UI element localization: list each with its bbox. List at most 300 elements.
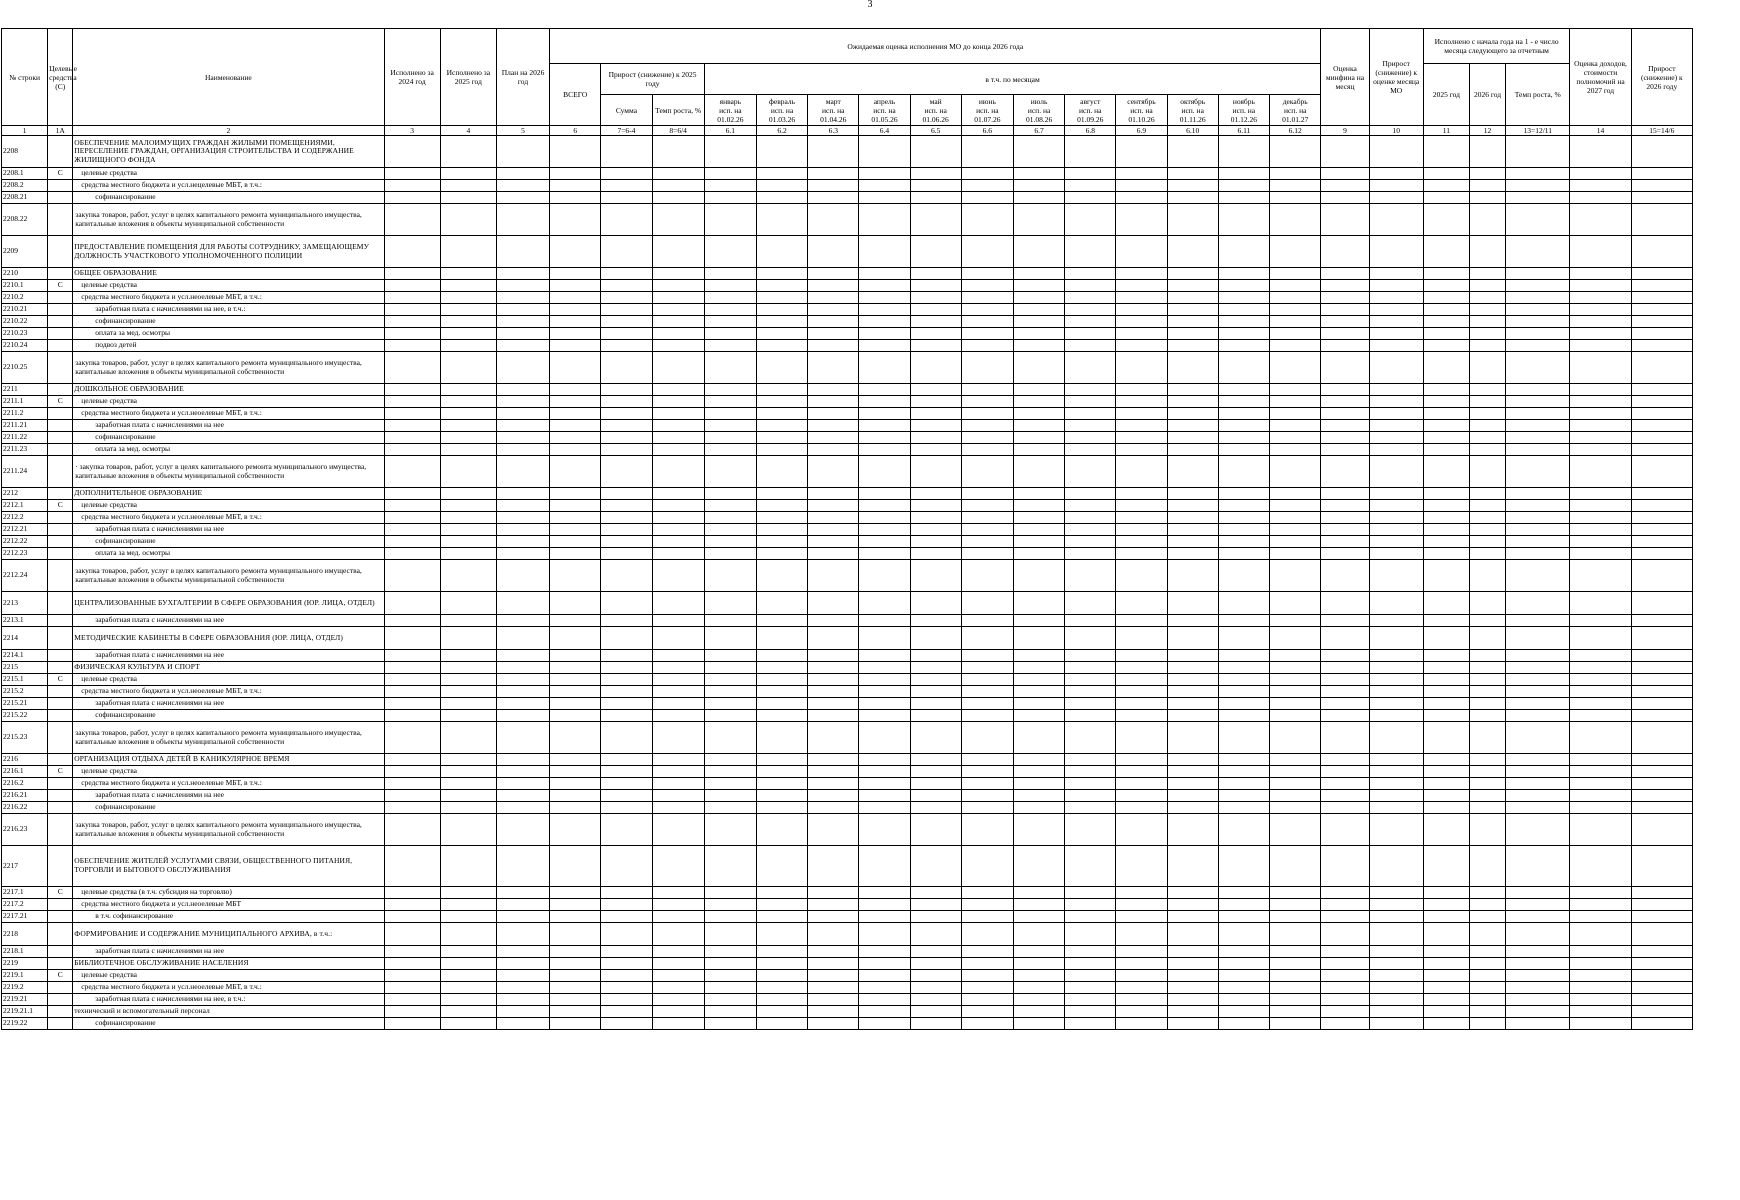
row-name: целевые средства	[73, 970, 384, 982]
value-cell	[440, 923, 496, 946]
value-cell	[550, 650, 601, 662]
value-cell	[961, 710, 1013, 722]
value-cell	[1269, 456, 1320, 488]
row-source-flag	[48, 316, 73, 328]
row-source-flag	[48, 384, 73, 396]
value-cell	[1321, 408, 1369, 420]
row-source-flag	[48, 627, 73, 650]
value-cell	[1321, 536, 1369, 548]
value-cell	[496, 192, 549, 204]
value-cell	[961, 686, 1013, 698]
table-row	[2, 316, 1693, 328]
header-ytd-group: Исполнено с начала года на 1 - е число месяца следующего за отчетным	[1423, 29, 1570, 64]
value-cell	[601, 180, 652, 192]
value-cell	[1116, 710, 1167, 722]
value-cell	[704, 292, 756, 304]
row-name: средства местного бюджета и усл.неоелевые МБТ, в т.ч.:	[73, 778, 384, 790]
row-name: закупка товаров, работ, услуг в целях капитального ремонта муниципального имущества, капитальные вложения в объекты муниципальной собственности	[73, 722, 384, 754]
value-cell	[1369, 970, 1423, 982]
value-cell	[1065, 456, 1116, 488]
value-cell	[961, 946, 1013, 958]
value-cell	[961, 456, 1013, 488]
value-cell	[1065, 946, 1116, 958]
header-target-funds: Целевые средства (С)	[48, 29, 73, 126]
table-row	[2, 560, 1693, 592]
value-cell	[808, 1006, 859, 1018]
value-cell	[440, 722, 496, 754]
header-minfin-estimate: Оценка минфина на месяц	[1321, 29, 1369, 126]
value-cell	[1218, 292, 1269, 304]
row-name: целевые средства	[73, 500, 384, 512]
value-cell	[961, 790, 1013, 802]
value-cell	[1369, 488, 1423, 500]
value-cell	[1116, 627, 1167, 650]
value-cell	[550, 802, 601, 814]
value-cell	[808, 352, 859, 384]
row-name: МЕТОДИЧЕСКИЕ КАБИНЕТЫ В СФЕРЕ ОБРАЗОВАНИЯ (ЮР. ЛИЦА, ОТДЕЛ)	[73, 627, 384, 650]
value-cell	[859, 970, 910, 982]
value-cell	[601, 560, 652, 592]
value-cell	[1116, 352, 1167, 384]
value-cell	[859, 766, 910, 778]
value-cell	[384, 136, 440, 168]
value-cell	[1321, 204, 1369, 236]
value-cell	[1469, 982, 1505, 994]
table-row	[2, 268, 1693, 280]
value-cell	[601, 432, 652, 444]
value-cell	[859, 352, 910, 384]
value-cell	[1116, 292, 1167, 304]
value-cell	[1631, 946, 1692, 958]
row-name: оплата за мед. осмотры	[73, 444, 384, 456]
value-cell	[1167, 778, 1218, 790]
value-cell	[1469, 328, 1505, 340]
value-cell	[1269, 548, 1320, 560]
value-cell	[1369, 754, 1423, 766]
value-cell	[1218, 500, 1269, 512]
row-name: целевые средства	[73, 280, 384, 292]
value-cell	[859, 778, 910, 790]
value-cell	[384, 790, 440, 802]
value-cell	[961, 754, 1013, 766]
value-cell	[384, 304, 440, 316]
value-cell	[601, 192, 652, 204]
value-cell	[1065, 846, 1116, 887]
value-cell	[1116, 204, 1167, 236]
value-cell	[1423, 766, 1469, 778]
value-cell	[961, 627, 1013, 650]
value-cell	[704, 204, 756, 236]
row-source-flag	[48, 352, 73, 384]
row-code: 2211.1	[2, 396, 48, 408]
value-cell	[550, 982, 601, 994]
value-cell	[384, 722, 440, 754]
value-cell	[1167, 592, 1218, 615]
value-cell	[859, 911, 910, 923]
value-cell	[1506, 592, 1570, 615]
value-cell	[1065, 316, 1116, 328]
value-cell	[1116, 923, 1167, 946]
row-name: заработная плата с начислениями на нее	[73, 420, 384, 432]
value-cell	[1570, 384, 1631, 396]
row-source-flag	[48, 524, 73, 536]
value-cell	[1013, 814, 1064, 846]
value-cell	[1218, 958, 1269, 970]
value-cell	[1013, 982, 1064, 994]
row-name: софинансирование	[73, 192, 384, 204]
value-cell	[1269, 662, 1320, 674]
value-cell	[1506, 352, 1570, 384]
row-name: софинансирование	[73, 802, 384, 814]
value-cell	[440, 192, 496, 204]
value-cell	[1065, 408, 1116, 420]
header-row-no: № строки	[2, 29, 48, 126]
value-cell	[1167, 328, 1218, 340]
value-cell	[1116, 911, 1167, 923]
value-cell	[1065, 340, 1116, 352]
value-cell	[652, 204, 704, 236]
value-cell	[859, 698, 910, 710]
value-cell	[1167, 292, 1218, 304]
value-cell	[550, 946, 601, 958]
value-cell	[652, 280, 704, 292]
value-cell	[550, 524, 601, 536]
value-cell	[704, 1006, 756, 1018]
value-cell	[652, 674, 704, 686]
value-cell	[808, 192, 859, 204]
value-cell	[704, 911, 756, 923]
value-cell	[601, 662, 652, 674]
value-cell	[961, 500, 1013, 512]
table-row	[2, 958, 1693, 970]
value-cell	[1167, 802, 1218, 814]
value-cell	[1065, 500, 1116, 512]
value-cell	[1218, 444, 1269, 456]
value-cell	[1116, 802, 1167, 814]
value-cell	[961, 722, 1013, 754]
value-cell	[550, 722, 601, 754]
value-cell	[961, 994, 1013, 1006]
column-number: 3	[384, 126, 440, 136]
value-cell	[1116, 456, 1167, 488]
value-cell	[1631, 408, 1692, 420]
value-cell	[1269, 686, 1320, 698]
value-cell	[1013, 512, 1064, 524]
month-name: сентябрь	[1127, 96, 1156, 106]
value-cell	[704, 923, 756, 946]
value-cell	[1321, 524, 1369, 536]
value-cell	[550, 316, 601, 328]
value-cell	[1116, 236, 1167, 268]
value-cell	[1013, 456, 1064, 488]
value-cell	[1269, 722, 1320, 754]
value-cell	[1469, 236, 1505, 268]
value-cell	[910, 710, 961, 722]
value-cell	[550, 766, 601, 778]
row-name: ЦЕНТРАЛИЗОВАННЫЕ БУХГАЛТЕРИИ В СФЕРЕ ОБРАЗОВАНИЯ (ЮР. ЛИЦА, ОТДЕЛ)	[73, 592, 384, 615]
value-cell	[1013, 560, 1064, 592]
value-cell	[550, 192, 601, 204]
value-cell	[652, 384, 704, 396]
value-cell	[1369, 304, 1423, 316]
value-cell	[601, 958, 652, 970]
value-cell	[910, 420, 961, 432]
value-cell	[496, 136, 549, 168]
value-cell	[1369, 512, 1423, 524]
value-cell	[1321, 488, 1369, 500]
header-month-8	[1065, 95, 1116, 126]
value-cell	[961, 592, 1013, 615]
value-cell	[808, 536, 859, 548]
value-cell	[1321, 846, 1369, 887]
value-cell	[1631, 766, 1692, 778]
table-row	[2, 488, 1693, 500]
value-cell	[808, 488, 859, 500]
value-cell	[550, 488, 601, 500]
value-cell	[384, 923, 440, 946]
value-cell	[496, 512, 549, 524]
value-cell	[1369, 710, 1423, 722]
value-cell	[1167, 754, 1218, 766]
value-cell	[1269, 887, 1320, 899]
value-cell	[1013, 236, 1064, 268]
value-cell	[1218, 488, 1269, 500]
value-cell	[1423, 754, 1469, 766]
value-cell	[601, 1018, 652, 1030]
row-name: заработная плата с начислениями на нее, в т.ч.:	[73, 304, 384, 316]
value-cell	[910, 846, 961, 887]
table-row	[2, 662, 1693, 674]
value-cell	[910, 923, 961, 946]
value-cell	[910, 650, 961, 662]
value-cell	[1167, 674, 1218, 686]
value-cell	[496, 420, 549, 432]
row-source-flag	[48, 328, 73, 340]
row-name: целевые средства (в т.ч. субсидия на торговлю)	[73, 887, 384, 899]
value-cell	[859, 136, 910, 168]
table-row	[2, 384, 1693, 396]
value-cell	[1570, 802, 1631, 814]
value-cell	[1570, 340, 1631, 352]
value-cell	[1116, 846, 1167, 887]
row-code: 2210.25	[2, 352, 48, 384]
value-cell	[808, 524, 859, 536]
value-cell	[1506, 396, 1570, 408]
value-cell	[808, 846, 859, 887]
value-cell	[496, 899, 549, 911]
value-cell	[1369, 168, 1423, 180]
value-cell	[1423, 592, 1469, 615]
value-cell	[859, 1018, 910, 1030]
row-code: 2215.22	[2, 710, 48, 722]
row-source-flag	[48, 192, 73, 204]
value-cell	[1506, 280, 1570, 292]
column-number: 6.9	[1116, 126, 1167, 136]
value-cell	[756, 846, 807, 887]
value-cell	[808, 500, 859, 512]
value-cell	[550, 778, 601, 790]
table-row	[2, 686, 1693, 698]
value-cell	[1269, 814, 1320, 846]
value-cell	[1423, 536, 1469, 548]
value-cell	[910, 340, 961, 352]
value-cell	[1423, 615, 1469, 627]
row-name: закупка товаров, работ, услуг в целях капитального ремонта муниципального имущества, капитальные вложения в объекты муниципальной собственности	[73, 560, 384, 592]
value-cell	[496, 698, 549, 710]
column-number: 6.12	[1269, 126, 1320, 136]
value-cell	[1423, 500, 1469, 512]
value-cell	[859, 674, 910, 686]
value-cell	[496, 627, 549, 650]
value-cell	[1570, 1006, 1631, 1018]
value-cell	[1423, 384, 1469, 396]
table-row	[2, 627, 1693, 650]
row-name: софинансирование	[73, 536, 384, 548]
value-cell	[1423, 778, 1469, 790]
row-source-flag	[48, 710, 73, 722]
value-cell	[601, 710, 652, 722]
value-cell	[961, 384, 1013, 396]
value-cell	[1469, 280, 1505, 292]
value-cell	[1321, 280, 1369, 292]
value-cell	[1269, 180, 1320, 192]
value-cell	[808, 1018, 859, 1030]
value-cell	[859, 899, 910, 911]
value-cell	[1631, 1006, 1692, 1018]
value-cell	[1469, 802, 1505, 814]
value-cell	[601, 408, 652, 420]
value-cell	[1116, 592, 1167, 615]
value-cell	[550, 911, 601, 923]
value-cell	[1167, 899, 1218, 911]
value-cell	[1321, 615, 1369, 627]
value-cell	[384, 512, 440, 524]
value-cell	[384, 548, 440, 560]
value-cell	[1013, 168, 1064, 180]
row-code: 2214.1	[2, 650, 48, 662]
value-cell	[756, 754, 807, 766]
value-cell	[1321, 802, 1369, 814]
value-cell	[1167, 548, 1218, 560]
value-cell	[652, 778, 704, 790]
value-cell	[496, 236, 549, 268]
value-cell	[859, 887, 910, 899]
value-cell	[1116, 180, 1167, 192]
value-cell	[1218, 790, 1269, 802]
value-cell	[1269, 592, 1320, 615]
value-cell	[601, 946, 652, 958]
value-cell	[961, 236, 1013, 268]
value-cell	[1570, 982, 1631, 994]
value-cell	[756, 982, 807, 994]
row-code: 2219.1	[2, 970, 48, 982]
value-cell	[1013, 396, 1064, 408]
value-cell	[1423, 560, 1469, 592]
value-cell	[384, 420, 440, 432]
value-cell	[1631, 560, 1692, 592]
value-cell	[1116, 396, 1167, 408]
value-cell	[1065, 192, 1116, 204]
value-cell	[440, 432, 496, 444]
value-cell	[1423, 982, 1469, 994]
value-cell	[601, 923, 652, 946]
value-cell	[652, 958, 704, 970]
value-cell	[550, 790, 601, 802]
value-cell	[910, 982, 961, 994]
value-cell	[1423, 662, 1469, 674]
value-cell	[961, 268, 1013, 280]
header-growth-rate: Темп роста, %	[652, 95, 704, 126]
value-cell	[1269, 444, 1320, 456]
value-cell	[704, 268, 756, 280]
value-cell	[384, 994, 440, 1006]
value-cell	[1469, 268, 1505, 280]
value-cell	[1631, 488, 1692, 500]
value-cell	[440, 292, 496, 304]
value-cell	[756, 802, 807, 814]
value-cell	[1570, 292, 1631, 304]
value-cell	[1269, 204, 1320, 236]
value-cell	[601, 698, 652, 710]
value-cell	[1065, 911, 1116, 923]
value-cell	[1570, 236, 1631, 268]
value-cell	[1065, 754, 1116, 766]
value-cell	[1218, 432, 1269, 444]
value-cell	[1167, 396, 1218, 408]
value-cell	[1506, 292, 1570, 304]
value-cell	[1570, 1018, 1631, 1030]
row-code: 2210.21	[2, 304, 48, 316]
row-source-flag	[48, 754, 73, 766]
value-cell	[910, 790, 961, 802]
header-month-1	[704, 95, 756, 126]
value-cell	[704, 500, 756, 512]
value-cell	[440, 766, 496, 778]
value-cell	[1423, 180, 1469, 192]
value-cell	[496, 168, 549, 180]
value-cell	[601, 548, 652, 560]
value-cell	[1013, 352, 1064, 384]
value-cell	[440, 328, 496, 340]
value-cell	[859, 754, 910, 766]
column-number: 2	[73, 126, 384, 136]
value-cell	[384, 778, 440, 790]
table-row	[2, 698, 1693, 710]
value-cell	[1065, 814, 1116, 846]
value-cell	[1506, 420, 1570, 432]
table-row	[2, 192, 1693, 204]
value-cell	[1167, 1018, 1218, 1030]
value-cell	[1013, 754, 1064, 766]
value-cell	[1116, 814, 1167, 846]
table-row	[2, 899, 1693, 911]
value-cell	[601, 592, 652, 615]
value-cell	[859, 420, 910, 432]
value-cell	[1631, 500, 1692, 512]
value-cell	[601, 352, 652, 384]
value-cell	[1506, 512, 1570, 524]
value-cell	[1321, 674, 1369, 686]
value-cell	[1469, 650, 1505, 662]
value-cell	[550, 686, 601, 698]
value-cell	[384, 674, 440, 686]
value-cell	[1570, 592, 1631, 615]
value-cell	[1321, 456, 1369, 488]
value-cell	[1013, 790, 1064, 802]
value-cell	[1065, 674, 1116, 686]
value-cell	[550, 548, 601, 560]
value-cell	[440, 488, 496, 500]
